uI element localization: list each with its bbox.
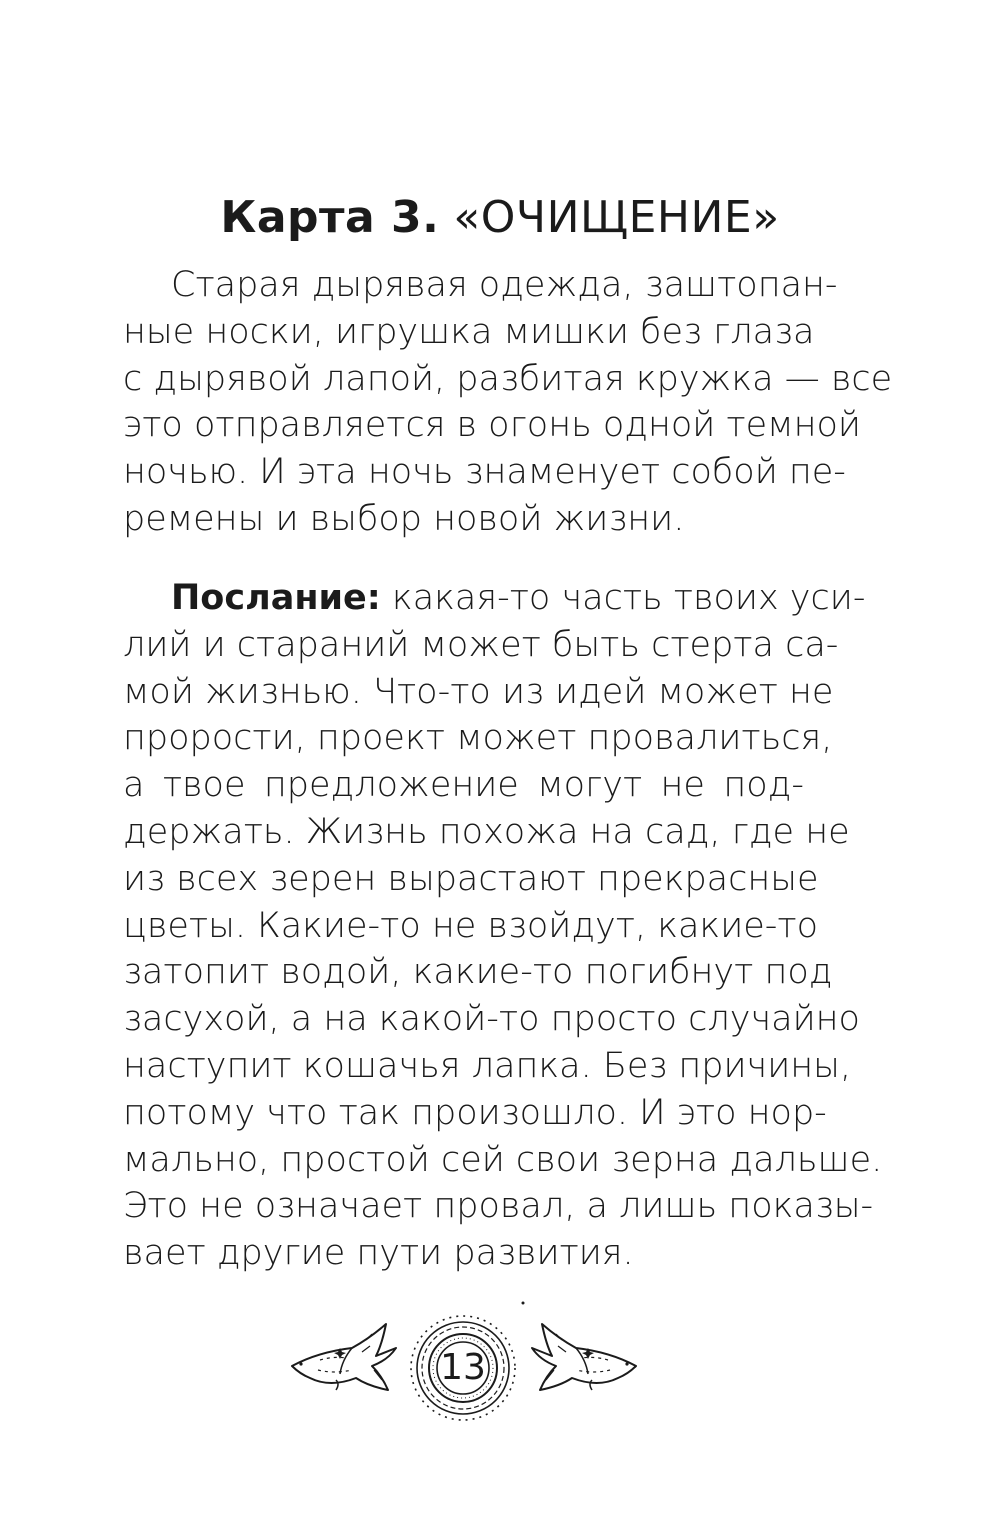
- page-number: 13: [440, 1347, 486, 1388]
- card-name: «ОЧИЩЕНИЕ»: [453, 192, 780, 243]
- page-title: [0, 188, 1000, 248]
- text-line: [123, 575, 866, 622]
- text-line: из всех зерен вырастают прекрасные: [123, 858, 819, 899]
- text-line: ночью. И эта ночь знаменует собой пе-: [123, 452, 846, 493]
- message-lead: Послание:: [171, 578, 381, 618]
- page-footer: [0, 1300, 1000, 1440]
- text-line: мально, простой сей свои зерна дальше.: [123, 1139, 883, 1180]
- message-first-line: какая-то часть твоих уси-: [380, 578, 866, 618]
- description-paragraph: [123, 262, 893, 543]
- text-line: потому что так произошло. И это нор-: [123, 1092, 827, 1133]
- text-line: Это не означает провал, а лишь показы-: [123, 1186, 874, 1227]
- text-line: это отправляется в огонь одной темной: [123, 405, 861, 446]
- text-line: Старая дырявая одежда, заштопан-: [171, 265, 838, 305]
- text-line: держать. Жизнь похожа на сад, где не: [123, 811, 850, 852]
- text-line: засухой, а на какой-то просто случайно: [123, 999, 860, 1040]
- message-paragraph: [123, 575, 883, 1277]
- text-line: лий и стараний может быть стерта са-: [123, 624, 839, 665]
- text-line: ремены и выбор новой жизни.: [123, 498, 685, 539]
- text-line: цветы. Какие-то не взойдут, какие-то: [123, 905, 819, 946]
- text-line: вает другие пути развития.: [123, 1233, 634, 1274]
- right-swallow-icon: [532, 1324, 636, 1390]
- text-line: прорости, проект может провалиться,: [123, 718, 833, 759]
- left-swallow-icon: [292, 1324, 396, 1390]
- text-line: наступит кошачья лапка. Без причины,: [123, 1045, 852, 1086]
- text-line: с дырявой лапой, разбитая кружка — все: [123, 358, 893, 399]
- footer-ornament: [0, 1300, 1000, 1440]
- text-line: а твое предложение могут не под-: [123, 765, 804, 806]
- card-number: Карта 3.: [220, 192, 440, 243]
- text-line: затопит водой, какие-то погибнут под: [123, 952, 833, 993]
- text-line: ные носки, игрушка мишки без глаза: [123, 311, 815, 352]
- text-line: мой жизнью. Что-то из идей может не: [123, 671, 834, 712]
